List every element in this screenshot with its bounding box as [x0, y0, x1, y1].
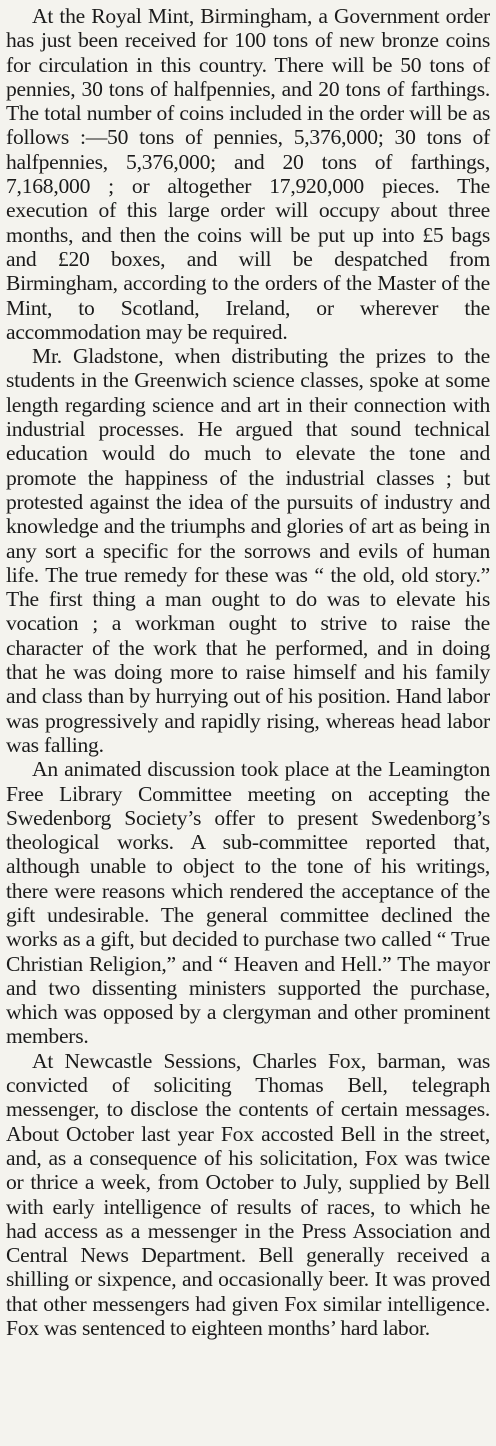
- gladstone-paragraph: Mr. Gladstone, when distributing the prizes to the students in the Greenwich science classes, spoke at some length regarding science and art in their connection with industrial processes. He argued that sound technical education would do much to elevate the tone and promote the happiness of the industrial classes ; but protested against the idea of the pursuits of industry and knowledge and the triumphs and glories of art as being in any sort a specific for the sorrows and evils of human life. The true remedy for these was “ the old, old story.” The first thing a man ought to do was to elevate his vocation ; a workman ought to strive to raise the character of the work that he performed, and in doing that he was doing more to raise himself and his family and class than by hurrying out of his position. Hand labor was progressively and rapidly rising, whereas head labor was falling.: [6, 344, 490, 757]
- newcastle-sessions-paragraph: At Newcastle Sessions, Charles Fox, barman, was convicted of soliciting Thomas Bell, telegraph messenger, to disclose the contents of certain messages. About October last year Fox accosted Bell in the street, and, as a consequence of his solicitation, Fox was twice or thrice a week, from October to July, supplied by Bell with early intelligence of results of races, to which he had access as a messenger in the Press Association and Central News Department. Bell generally received a shilling or sixpence, and occasionally beer. It was proved that other messengers had given Fox similar intelligence. Fox was sentenced to eighteen months’ hard labor.: [6, 1048, 490, 1341]
- leamington-library-paragraph: An animated discussion took place at the Leamington Free Library Committee meeting on accepting the Swedenborg Society’s offer to present Swedenborg’s theological works. A sub-committee reported that, although unable to object to the tone of his writings, there were reasons which rendered the acceptance of the gift undesirable. The general committee declined the works as a gift, but decided to purchase two called “ True Christian Religion,” and “ Heaven and Hell.” The mayor and two dissenting ministers supported the purchase, which was opposed by a clergyman and other prominent members.: [6, 757, 490, 1049]
- royal-mint-paragraph: At the Royal Mint, Birmingham, a Government order has just been received for 100 tons of new bronze coins for circulation in this country. There will be 50 tons of pennies, 30 tons of halfpennies, and 20 tons of farthings. The total number of coins included in the order will be as follows :—50 tons of pennies, 5,376,000; 30 tons of halfpennies, 5,376,000; and 20 tons of farthings, 7,168,000 ; or altogether 17,920,000 pieces. The execution of this large order will occupy about three months, and then the coins will be put up into £5 bags and £20 boxes, and will be despatched from Birmingham, according to the orders of the Master of the Mint, to Scotland, Ireland, or wherever the accommodation may be required.: [6, 4, 490, 344]
